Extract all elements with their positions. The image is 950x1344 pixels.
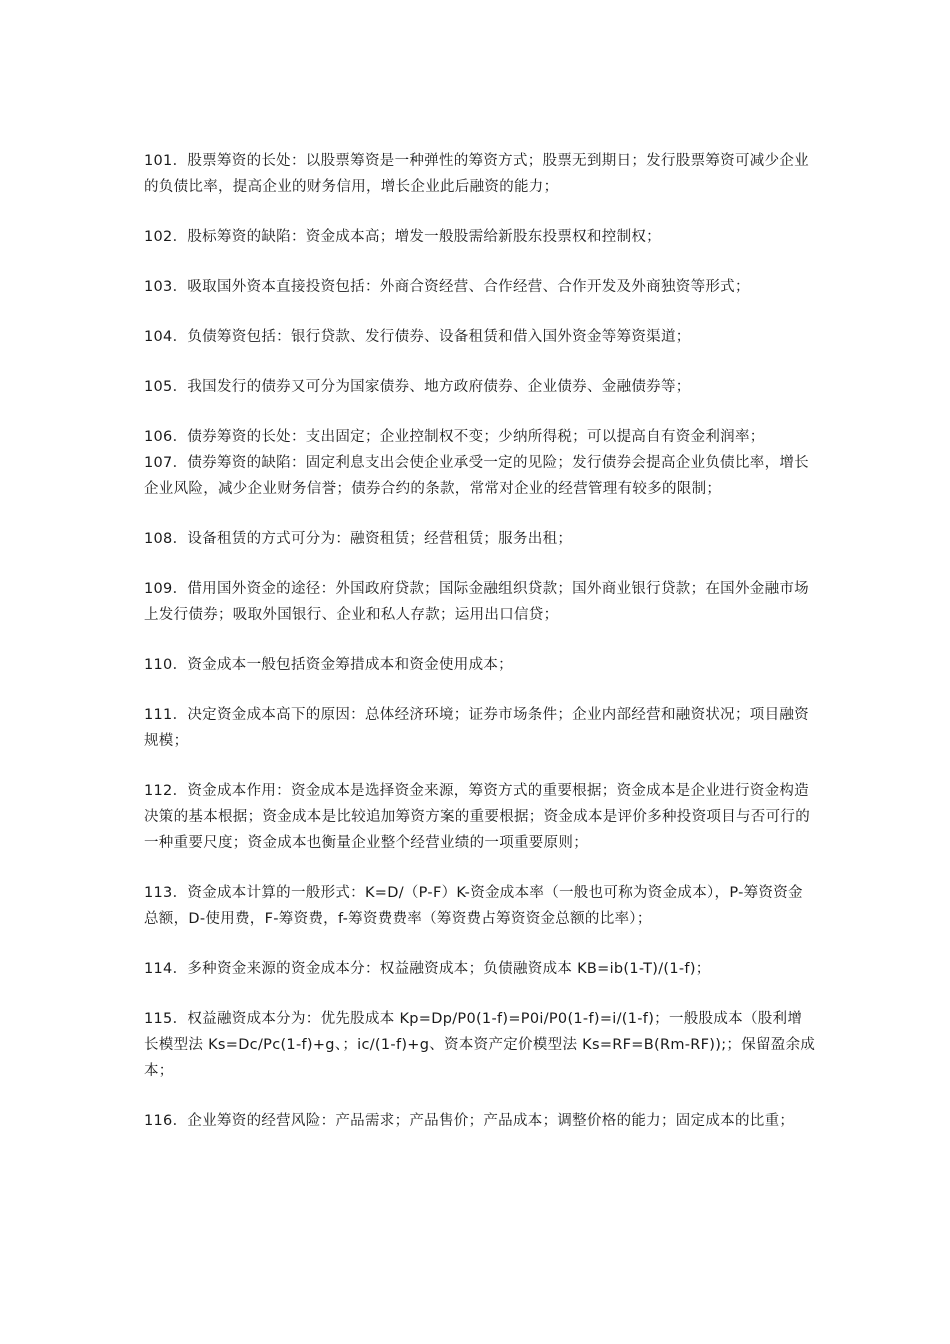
- paragraph-108: 108．设备租赁的方式可分为：融资租赁；经营租赁；服务出租；: [144, 531, 573, 547]
- paragraph-105: 105．我国发行的债券又可分为国家债券、地方政府债券、企业债券、金融债券等；: [144, 379, 691, 395]
- paragraph-111: 111．决定资金成本高下的原因：总体经济环境；证券市场条件；企业内部经营和融资状况；项目融资规模；: [144, 707, 809, 749]
- paragraph-109: 109．借用国外资金的途径：外国政府贷款；国际金融组织贷款；国外商业银行贷款；在国外金融市场上发行债券；吸取外国银行、企业和私人存款；运用出口信贷；: [144, 581, 809, 623]
- paragraph-115: 115．权益融资成本分为：优先股成本 Kp=Dp/P0(1-f)=P0i/P0(1-f)=i/(1-f)；一般股成本（股利增长模型法 Ks=Dc/Pc(1-f)+g、；ic/(1-f)+g、资本资产定价模型法 Ks=RF=B(Rm-RF));；保留盈余成本；: [144, 1011, 816, 1079]
- paragraph-102: 102．股标筹资的缺陷：资金成本高；增发一般股需给新股东投票权和控制权；: [144, 229, 661, 245]
- paragraph-106: 106．债券筹资的长处：支出固定；企业控制权不变；少纳所得税；可以提高自有资金利润率；: [144, 429, 765, 445]
- paragraph-114: 114．多种资金来源的资金成本分：权益融资成本；负债融资成本 KB=ib(1-T)/(1-f)；: [144, 961, 711, 977]
- document-body: [144, 148, 816, 1158]
- paragraph-107: 107．债券筹资的缺陷：固定利息支出会使企业承受一定的见险；发行债券会提高企业负债比率，增长企业风险，减少企业财务信誉；债券合约的条款，常常对企业的经营管理有较多的限制；: [144, 455, 809, 497]
- paragraph-103: 103．吸取国外资本直接投资包括：外商合资经营、合作经营、合作开发及外商独资等形式；: [144, 279, 750, 295]
- paragraph-101: 101．股票筹资的长处：以股票筹资是一种弹性的筹资方式；股票无到期日；发行股票筹资可减少企业的负债比率，提高企业的财务信用，增长企业此后融资的能力；: [144, 153, 809, 195]
- paragraph-112: 112．资金成本作用：资金成本是选择资金来源，筹资方式的重要根据；资金成本是企业进行资金构造决策的基本根据；资金成本是比较追加筹资方案的重要根据；资金成本是评价多种投资项目与否可行的一种重要尺度；资金成本也衡量企业整个经营业绩的一项重要原则；: [144, 783, 810, 851]
- paragraph-116: 116．企业筹资的经营风险：产品需求；产品售价；产品成本；调整价格的能力；固定成本的比重；: [144, 1113, 795, 1129]
- paragraph-110: 110．资金成本一般包括资金筹措成本和资金使用成本；: [144, 657, 513, 673]
- paragraph-113: 113．资金成本计算的一般形式：K=D/（P-F）K-资金成本率（一般也可称为资金成本），P-筹资资金总额，D-使用费，F-筹资费，f-筹资费费率（筹资费占筹资资金总额的比率）；: [144, 885, 803, 927]
- paragraph-104: 104．负债筹资包括：银行贷款、发行债券、设备租赁和借入国外资金等筹资渠道；: [144, 329, 691, 345]
